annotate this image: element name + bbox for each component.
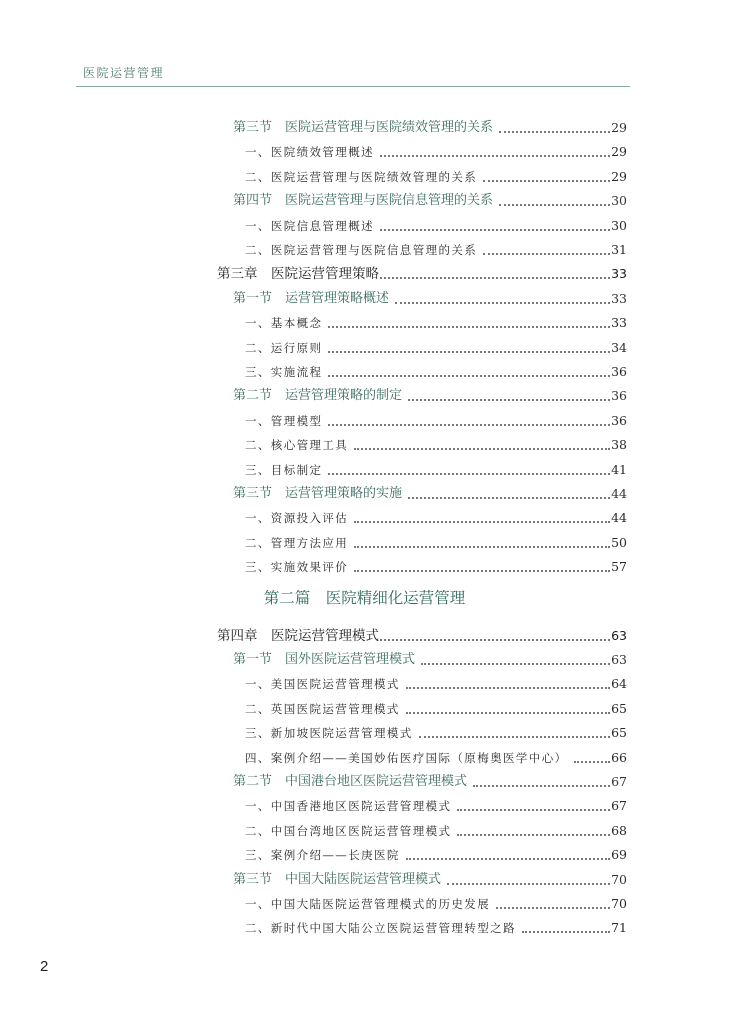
dot-leader	[473, 785, 610, 787]
toc-entry-title: 二、中国台湾地区医院运营管理模式	[245, 823, 452, 838]
toc-entry-page: 66	[611, 749, 627, 765]
toc-entry-page: 29	[611, 144, 627, 160]
toc-section[interactable]	[233, 187, 627, 209]
toc-entry-page: 29	[611, 120, 627, 135]
dot-leader	[522, 931, 610, 933]
toc-entry-title: 二、核心管理工具	[245, 438, 349, 453]
dot-leader	[380, 155, 610, 157]
dot-leader	[395, 302, 610, 304]
toc-item[interactable]	[245, 138, 627, 160]
toc-entry-page: 63	[611, 627, 627, 643]
toc-entry-title: 三、新加坡医院运营管理模式	[245, 726, 413, 741]
part-title: 第二篇 医院精细化运营管理	[263, 588, 466, 607]
toc-section[interactable]	[233, 114, 627, 136]
dot-leader	[328, 326, 610, 328]
toc-entry-page: 70	[611, 871, 627, 887]
running-header: 医院运营管理	[83, 66, 165, 80]
toc-section[interactable]	[233, 285, 627, 307]
toc-entry-page: 71	[611, 920, 627, 936]
toc-item[interactable]	[245, 553, 627, 575]
dot-leader	[406, 712, 610, 714]
toc-item[interactable]	[245, 407, 627, 429]
dot-leader	[328, 351, 610, 353]
dot-leader	[328, 424, 610, 426]
toc-entry-title: 二、医院运营管理与医院信息管理的关系	[245, 243, 478, 257]
toc-chapter[interactable]	[217, 260, 627, 282]
toc-entry-page: 30	[611, 193, 627, 209]
dot-leader	[496, 907, 610, 909]
toc-item[interactable]	[245, 334, 627, 356]
toc-item[interactable]	[245, 212, 627, 234]
toc-entry-title: 一、中国香港地区医院运营管理模式	[245, 799, 452, 814]
toc-entry-title: 三、实施效果评价	[245, 560, 349, 575]
toc-entry-title: 二、管理方法应用	[245, 535, 349, 550]
toc-entry-title: 二、运行原则	[245, 340, 323, 355]
dot-leader	[354, 448, 610, 450]
toc-entry-page: 63	[611, 652, 627, 667]
toc-entry-title: 一、医院绩效管理概述	[245, 145, 374, 160]
toc-entry-page: 33	[611, 315, 627, 331]
toc-item[interactable]	[245, 890, 627, 912]
toc-entry-title: 二、新时代中国大陆公立医院运营管理转型之路	[245, 921, 516, 936]
dot-leader	[447, 883, 610, 885]
toc-item[interactable]	[245, 719, 627, 741]
dot-leader	[483, 180, 610, 182]
toc-entry-page: 57	[611, 559, 627, 575]
dot-leader	[380, 639, 610, 641]
toc-entry-title: 第二节 中国港台地区医院运营管理模式	[233, 774, 468, 789]
toc-item[interactable]	[245, 529, 627, 551]
toc-entry-title: 一、中国大陆医院运营管理模式的历史发展	[245, 897, 491, 911]
toc-entry-page: 34	[611, 339, 627, 355]
toc-entry-title: 三、实施流程	[245, 365, 323, 379]
toc-entry-page: 64	[611, 676, 627, 692]
toc-item[interactable]	[245, 914, 627, 936]
dot-leader	[406, 858, 610, 860]
toc-entry-title: 第三节 中国大陆医院运营管理模式	[233, 871, 442, 887]
toc-chapter[interactable]	[217, 622, 627, 644]
toc-item[interactable]	[245, 358, 627, 380]
toc-entry-page: 38	[611, 437, 627, 453]
toc-entry-title: 第四章 医院运营管理模式	[217, 627, 379, 644]
toc-entry-title: 四、案例介绍——美国妙佑医疗国际（原梅奥医学中心）	[245, 750, 568, 765]
toc-item[interactable]	[245, 163, 627, 185]
toc-entry-page: 31	[611, 242, 627, 257]
toc-entry-title: 第二节 运营管理策略的制定	[233, 388, 403, 404]
toc-item[interactable]	[245, 695, 627, 717]
toc-entry-page: 29	[611, 168, 627, 184]
toc-entry-title: 一、医院信息管理概述	[245, 218, 374, 233]
dot-leader	[457, 809, 610, 811]
dot-leader	[354, 521, 610, 523]
toc-section[interactable]	[233, 768, 627, 790]
dot-leader	[419, 736, 610, 738]
toc-entry-title: 二、英国医院运营管理模式	[245, 701, 400, 716]
toc-entry-page: 65	[611, 725, 627, 741]
dot-leader	[354, 570, 610, 572]
toc-entry-title: 一、美国医院运营管理模式	[245, 677, 400, 692]
toc-section[interactable]	[233, 480, 627, 502]
dot-leader	[457, 834, 610, 836]
toc-item[interactable]	[245, 744, 627, 766]
dot-leader	[499, 204, 610, 206]
toc-entry-page: 41	[611, 461, 627, 477]
dot-leader	[328, 375, 610, 377]
toc-item[interactable]	[245, 236, 627, 258]
header-rule	[76, 86, 630, 87]
dot-leader	[408, 497, 610, 499]
dot-leader	[328, 473, 610, 475]
toc-entry-title: 三、案例介绍——长庚医院	[245, 848, 400, 863]
toc-entry-title: 二、医院运营管理与医院绩效管理的关系	[245, 169, 478, 184]
toc-section[interactable]	[233, 866, 627, 888]
toc-item[interactable]	[245, 841, 627, 863]
toc-entry-page: 70	[611, 896, 627, 911]
toc-entry-title: 第三节 运营管理策略的实施	[233, 486, 403, 501]
toc-item[interactable]	[245, 792, 627, 814]
toc-entry-page: 44	[611, 486, 627, 501]
toc-entry-page: 30	[611, 217, 627, 233]
toc-entry-title: 一、管理模型	[245, 413, 323, 428]
toc-entry-title: 第三节 医院运营管理与医院绩效管理的关系	[233, 120, 494, 135]
dot-leader	[354, 546, 610, 548]
toc-entry-page: 67	[611, 798, 627, 814]
toc-entry-title: 三、目标制定	[245, 462, 323, 477]
toc-entry-title: 第四节 医院运营管理与医院信息管理的关系	[233, 193, 494, 209]
toc-entry-page: 67	[611, 774, 627, 789]
dot-leader	[499, 131, 610, 133]
dot-leader	[406, 687, 610, 689]
dot-leader	[483, 253, 610, 255]
toc-entry-page: 36	[611, 412, 627, 428]
toc-entry-title: 一、资源投入评估	[245, 511, 349, 526]
dot-leader	[421, 663, 610, 665]
toc-entry-page: 69	[611, 847, 627, 863]
toc-entry-title: 一、基本概念	[245, 316, 323, 331]
toc-entry-page: 68	[611, 822, 627, 838]
toc-item[interactable]	[245, 504, 627, 526]
page-number: 2	[40, 958, 49, 975]
dot-leader	[408, 399, 610, 401]
toc-section[interactable]	[233, 646, 627, 668]
toc-entry-page: 36	[611, 388, 627, 404]
dot-leader	[380, 229, 610, 231]
toc-entry-page: 36	[611, 364, 627, 379]
dot-leader	[574, 761, 611, 763]
toc-item[interactable]	[245, 670, 627, 692]
toc-entry-title: 第一节 国外医院运营管理模式	[233, 652, 416, 667]
toc-item[interactable]	[245, 456, 627, 478]
toc-entry-page: 33	[611, 290, 627, 306]
toc-item[interactable]	[245, 431, 627, 453]
toc-entry-page: 50	[611, 534, 627, 550]
toc-entry-page: 44	[611, 510, 627, 526]
toc-item[interactable]	[245, 309, 627, 331]
toc-entry-title: 第三章 医院运营管理策略	[217, 266, 379, 283]
toc-entry-page: 33	[611, 266, 627, 282]
toc-section[interactable]	[233, 382, 627, 404]
toc-item[interactable]	[245, 817, 627, 839]
toc-entry-title: 第一节 运营管理策略概述	[233, 290, 390, 306]
toc-entry-page: 65	[611, 700, 627, 716]
dot-leader	[380, 277, 610, 279]
